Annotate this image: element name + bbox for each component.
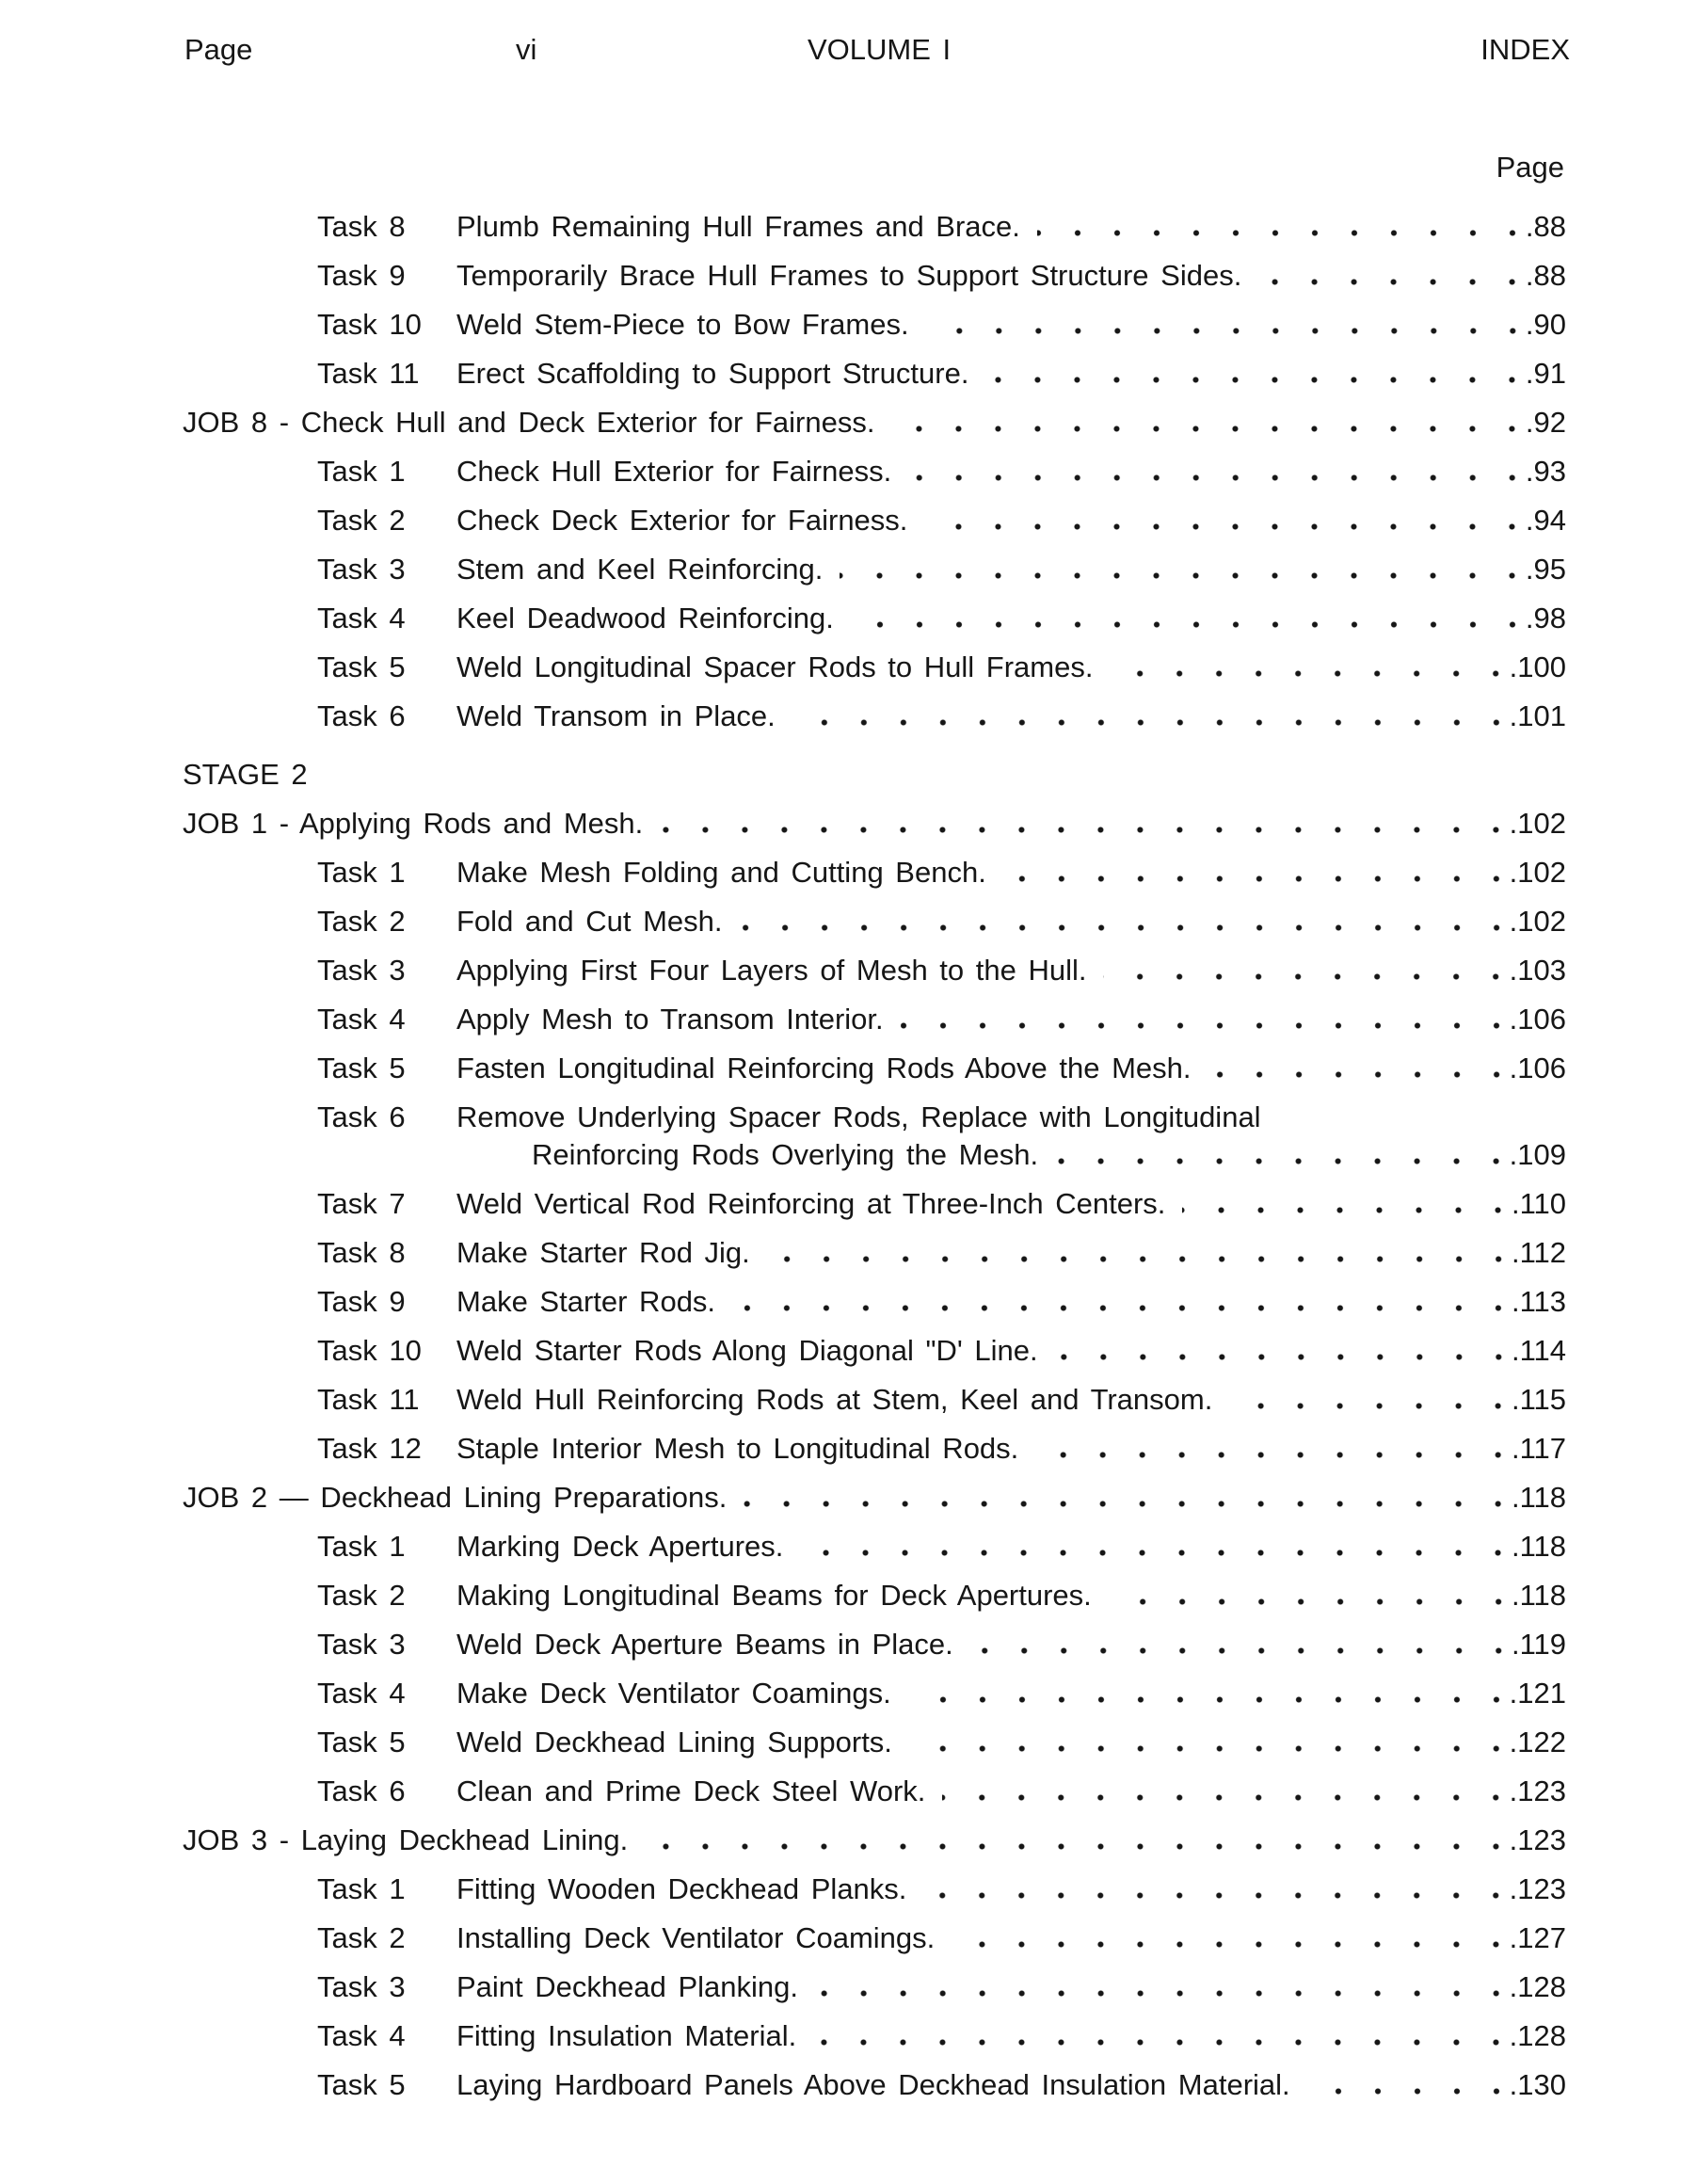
entry-page-number: .106: [1509, 1052, 1566, 1084]
task-label: Task 6: [317, 1100, 406, 1133]
entry-title: Installing Deck Ventilator Coamings.: [456, 1921, 936, 1954]
task-entry: [317, 1678, 1566, 1710]
task-label: Task 3: [317, 954, 406, 987]
entry-page-number: .113: [1511, 1285, 1566, 1318]
task-label: Task 1: [317, 856, 406, 889]
entry-title: Keel Deadwood Reinforcing.: [456, 602, 834, 634]
task-label: Task 10: [317, 308, 422, 341]
task-label: Task 4: [317, 1677, 406, 1710]
task-entry: [317, 2069, 1566, 2101]
task-entry: [317, 505, 1566, 537]
entry-title: Clean and Prime Deck Steel Work.: [456, 1774, 926, 1807]
dot-leader: [1109, 1598, 1502, 1606]
task-label: Task 5: [317, 2068, 406, 2101]
task-entry: [317, 260, 1566, 292]
entry-page-number: .91: [1525, 357, 1566, 390]
entry-page-number: .101: [1509, 699, 1566, 732]
stage-heading: [183, 759, 1566, 791]
task-entry: [317, 955, 1566, 987]
entry-page-number: .103: [1509, 954, 1566, 987]
dot-leader: [767, 1255, 1502, 1263]
dot-leader: [1055, 1157, 1500, 1165]
task-entry: [317, 1433, 1566, 1465]
task-entry: [317, 358, 1566, 390]
entry-title: Check Deck Exterior for Fairness.: [456, 504, 908, 537]
dot-leader: [1003, 875, 1500, 883]
entry-title: Plumb Remaining Hull Frames and Brace.: [456, 210, 1020, 243]
task-label: Task 8: [317, 210, 406, 243]
task-entry: [317, 700, 1566, 732]
entry-title: Temporarily Brace Hull Frames to Support Structure Sides.: [456, 259, 1242, 292]
dot-leader: [1182, 1206, 1502, 1214]
task-entry: [317, 1052, 1566, 1084]
task-label: Task 2: [317, 504, 406, 537]
entry-title: Weld Transom in Place.: [456, 699, 776, 732]
dot-leader: [909, 1744, 1500, 1753]
entry-title: JOB 1 - Applying Rods and Mesh.: [183, 807, 644, 840]
page-column-label: Page: [1496, 151, 1564, 184]
task-label: Task 2: [317, 1921, 406, 1954]
entry-page-number: .98: [1525, 602, 1566, 634]
dot-leader: [645, 1842, 1499, 1851]
task-entry: [317, 1101, 1566, 1133]
task-entry: [317, 211, 1566, 243]
entry-title: Check Hull Exterior for Fairness.: [456, 455, 892, 488]
dot-leader: [1035, 1451, 1502, 1459]
entry-title: Make Starter Rod Jig.: [456, 1236, 750, 1269]
toc-list: [183, 211, 1566, 2118]
entry-title: Weld Deckhead Lining Supports.: [456, 1726, 892, 1758]
task-entry: [317, 1237, 1566, 1269]
dot-leader: [901, 1021, 1500, 1030]
entry-title: Remove Underlying Spacer Rods, Replace with Longitudinal: [456, 1100, 1261, 1133]
entry-title: JOB 8 - Check Hull and Deck Exterior for Fairness.: [183, 406, 875, 439]
dot-leader: [792, 718, 1500, 727]
entry-page-number: .88: [1525, 259, 1566, 292]
dot-leader: [732, 1304, 1502, 1312]
entry-page-number: .128: [1509, 2019, 1566, 2052]
entry-page-number: .118: [1511, 1579, 1566, 1612]
dot-leader: [908, 474, 1516, 482]
task-entry: [317, 651, 1566, 683]
entry-page-number: .90: [1525, 308, 1566, 341]
task-label: Task 5: [317, 1726, 406, 1758]
entry-title: Weld Longitudinal Spacer Rods to Hull Frames.: [456, 650, 1094, 683]
task-label: Task 4: [317, 2019, 406, 2052]
task-label: Task 11: [317, 1383, 420, 1416]
entry-title: Paint Deckhead Planking.: [456, 1970, 799, 2003]
dot-leader: [942, 1793, 1499, 1802]
entry-page-number: .114: [1511, 1334, 1566, 1367]
entry-page-number: .128: [1509, 1970, 1566, 2003]
dot-leader: [851, 620, 1516, 629]
dot-leader: [985, 376, 1515, 384]
task-entry: [317, 1629, 1566, 1661]
dot-leader: [1258, 278, 1516, 286]
task-label: Task 9: [317, 259, 406, 292]
task-entry: [317, 1384, 1566, 1416]
dot-leader: [908, 1695, 1500, 1704]
task-label: Task 6: [317, 1774, 406, 1807]
entry-title: Weld Hull Reinforcing Rods at Stem, Keel and Transom.: [456, 1383, 1213, 1416]
entry-title: Making Longitudinal Beams for Deck Apertures.: [456, 1579, 1092, 1612]
entry-page-number: .117: [1511, 1432, 1566, 1465]
task-entry: [317, 2020, 1566, 2052]
entry-page-number: .102: [1509, 856, 1566, 889]
task-label: Task 4: [317, 602, 406, 634]
task-label: Task 1: [317, 1530, 406, 1563]
dot-leader: [1037, 229, 1516, 237]
entry-page-number: .109: [1509, 1138, 1566, 1171]
entry-title: Weld Stem-Piece to Bow Frames.: [456, 308, 909, 341]
task-entry: [317, 1775, 1566, 1807]
entry-page-number: .106: [1509, 1003, 1566, 1036]
dot-leader: [1110, 669, 1499, 678]
entry-title: Weld Starter Rods Along Diagonal "D' Line.: [456, 1334, 1038, 1367]
entry-title: Weld Deck Aperture Beams in Place.: [456, 1628, 953, 1661]
entry-page-number: .93: [1525, 455, 1566, 488]
entry-page-number: .121: [1509, 1677, 1566, 1710]
entry-title: Make Mesh Folding and Cutting Bench.: [456, 856, 986, 889]
entry-title: Erect Scaffolding to Support Structure.: [456, 357, 969, 390]
job-entry: [183, 1482, 1566, 1514]
task-entry: [317, 1004, 1566, 1036]
dot-leader: [1103, 972, 1499, 981]
dot-leader: [744, 1500, 1502, 1508]
dot-leader: [1229, 1402, 1502, 1410]
entry-page-number: .115: [1511, 1383, 1566, 1416]
task-entry: [317, 1971, 1566, 2003]
entry-page-number: .88: [1525, 210, 1566, 243]
task-label: Task 6: [317, 699, 406, 732]
dot-leader: [813, 2038, 1499, 2047]
task-entry: [317, 602, 1566, 634]
task-label: Task 2: [317, 905, 406, 938]
task-entry: [317, 309, 1566, 341]
task-entry: [317, 1922, 1566, 1954]
task-entry: [317, 554, 1566, 586]
task-label: Task 1: [317, 455, 406, 488]
entry-title: Fold and Cut Mesh.: [456, 905, 723, 938]
task-entry: [317, 1188, 1566, 1220]
entry-page-number: .118: [1511, 1530, 1566, 1563]
entry-page-number: .94: [1525, 504, 1566, 537]
entry-title: Fasten Longitudinal Reinforcing Rods Above the Mesh.: [456, 1052, 1192, 1084]
entry-title: Staple Interior Mesh to Longitudinal Rods.: [456, 1432, 1019, 1465]
task-label: Task 7: [317, 1187, 406, 1220]
job-entry: [183, 407, 1566, 439]
entry-title: JOB 2 — Deckhead Lining Preparations.: [183, 1481, 728, 1514]
header-index-label: INDEX: [1480, 33, 1570, 66]
dot-leader: [924, 522, 1515, 531]
entry-title: Stem and Keel Reinforcing.: [456, 553, 824, 586]
task-label: Task 11: [317, 357, 420, 390]
entry-title: Apply Mesh to Transom Interior.: [456, 1003, 884, 1036]
entry-title: Fitting Wooden Deckhead Planks.: [456, 1872, 907, 1905]
entry-page-number: .102: [1509, 807, 1566, 840]
task-entry: [317, 906, 1566, 938]
header-volume-title: VOLUME I: [808, 33, 952, 66]
entry-page-number: .118: [1511, 1481, 1566, 1514]
entry-page-number: .123: [1509, 1823, 1566, 1856]
dot-leader: [1307, 2087, 1500, 2096]
task-label: Task 5: [317, 650, 406, 683]
entry-title: Make Deck Ventilator Coamings.: [456, 1677, 891, 1710]
entry-title: Laying Hardboard Panels Above Deckhead Insulation Material.: [456, 2068, 1290, 2101]
entry-title: JOB 3 - Laying Deckhead Lining.: [183, 1823, 629, 1856]
task-label: Task 3: [317, 1628, 406, 1661]
dot-leader: [952, 1940, 1499, 1949]
dot-leader: [800, 1549, 1502, 1557]
task-entry: [317, 1580, 1566, 1612]
task-label: Task 4: [317, 1003, 406, 1036]
task-label: Task 3: [317, 553, 406, 586]
entry-page-number: .123: [1509, 1774, 1566, 1807]
entry-title: STAGE 2: [183, 758, 308, 791]
dot-leader: [923, 1891, 1499, 1900]
entry-page-number: .102: [1509, 905, 1566, 938]
dot-leader: [926, 327, 1516, 335]
entry-page-number: .127: [1509, 1921, 1566, 1954]
task-entry-continuation: [532, 1139, 1566, 1171]
task-label: Task 3: [317, 1970, 406, 2003]
entry-title-continuation: Reinforcing Rods Overlying the Mesh.: [532, 1138, 1039, 1171]
task-label: Task 8: [317, 1236, 406, 1269]
entry-title: Make Starter Rods.: [456, 1285, 716, 1318]
task-label: Task 10: [317, 1334, 422, 1367]
entry-page-number: .92: [1525, 406, 1566, 439]
header-page-label: Page: [184, 33, 253, 66]
task-entry: [317, 456, 1566, 488]
task-entry: [317, 1726, 1566, 1758]
dot-leader: [740, 923, 1500, 932]
job-entry: [183, 1824, 1566, 1856]
task-label: Task 9: [317, 1285, 406, 1318]
entry-page-number: .110: [1511, 1187, 1566, 1220]
task-label: Task 2: [317, 1579, 406, 1612]
entry-page-number: .112: [1511, 1236, 1566, 1269]
dot-leader: [1055, 1353, 1502, 1361]
task-entry: [317, 1873, 1566, 1905]
entry-page-number: .123: [1509, 1872, 1566, 1905]
entry-page-number: .119: [1511, 1628, 1566, 1661]
task-label: Task 12: [317, 1432, 422, 1465]
entry-title: Applying First Four Layers of Mesh to the Hull.: [456, 954, 1087, 987]
dot-leader: [1208, 1070, 1500, 1079]
task-entry: [317, 1286, 1566, 1318]
dot-leader: [970, 1646, 1502, 1655]
entry-title: Marking Deck Apertures.: [456, 1530, 784, 1563]
task-label: Task 1: [317, 1872, 406, 1905]
entry-page-number: .130: [1509, 2068, 1566, 2101]
entry-title: Fitting Insulation Material.: [456, 2019, 797, 2052]
dot-leader: [840, 571, 1516, 580]
entry-title: Weld Vertical Rod Reinforcing at Three-Inch Centers.: [456, 1187, 1166, 1220]
job-entry: [183, 808, 1566, 840]
task-entry: [317, 1335, 1566, 1367]
task-entry: [317, 1531, 1566, 1563]
dot-leader: [815, 1989, 1500, 1998]
entry-page-number: .122: [1509, 1726, 1566, 1758]
entry-page-number: .95: [1525, 553, 1566, 586]
dot-leader: [660, 826, 1499, 834]
header-folio: vi: [516, 33, 537, 66]
entry-page-number: .100: [1509, 650, 1566, 683]
dot-leader: [891, 425, 1515, 433]
task-entry: [317, 857, 1566, 889]
task-label: Task 5: [317, 1052, 406, 1084]
